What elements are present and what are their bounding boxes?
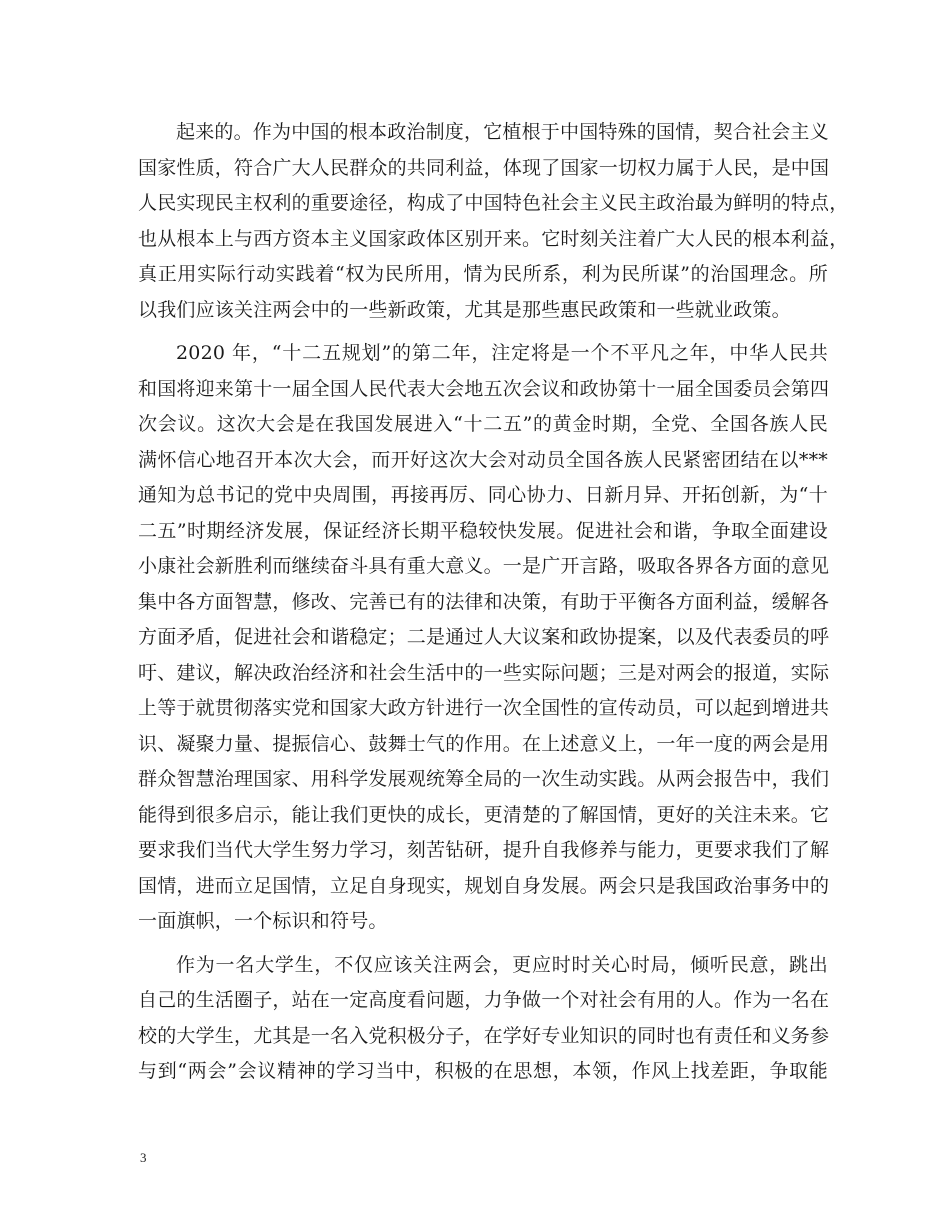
text-line: 吁、建议，解决政治经济和社会生活中的一些实际问题；三是对两会的报道，实际 (138, 661, 830, 684)
text-line: 能得到很多启示，能让我们更快的成长，更清楚的了解国情，更好的关注未来。它 (138, 803, 830, 826)
paragraph-3 (138, 948, 828, 1090)
text-line: 满怀信心地召开本次大会，而开好这次大会对动员全国各族人民紧密团结在以*** (138, 448, 828, 471)
text-line: 以我们应该关注两会中的一些新政策，尤其是那些惠民政策和一些就业政策。 (138, 298, 791, 321)
text-line: 自己的生活圈子，站在一定高度看问题，力争做一个对社会有用的人。作为一名在 (138, 989, 830, 1011)
text-line: 方面矛盾，促进社会和谐稳定；二是通过人大议案和政协提案，以及代表委员的呼 (138, 626, 830, 648)
text-line: 小康社会新胜利而继续奋斗具有重大意义。一是广开言路，吸取各界各方面的意见 (138, 555, 830, 577)
text-line: 与到“两会”会议精神的学习当中，积极的在思想，本领，作风上找差距，争取能 (138, 1060, 828, 1082)
text-line: 通知为总书记的党中央周围，再接再厉、同心协力、日新月异、开拓创新，为“十 (138, 484, 828, 506)
paragraph-2 (138, 336, 828, 940)
text-line: 校的大学生，尤其是一名入党积极分子，在学好专业知识的同时也有责任和义务参 (138, 1024, 830, 1047)
text-line: 人民实现民主权利的重要途径，构成了中国特色社会主义民主政治最为鲜明的特点， (138, 192, 849, 214)
document-body (138, 115, 849, 1090)
text-line: 集中各方面智慧，修改、完善已有的法律和决策，有助于平衡各方面利益，缓解各 (138, 590, 830, 613)
text-line: 2020 年，“十二五规划”的第二年，注定将是一个不平凡之年，中华人民共 (176, 342, 828, 364)
text-line: 一面旗帜，一个标识和符号。 (138, 910, 388, 932)
text-line: 作为一名大学生，不仅应该关注两会，更应时时关心时局，倾听民意，跳出 (176, 953, 828, 976)
text-line: 次会议。这次大会是在我国发展进入“十二五”的黄金时期，全党、全国各族人民 (138, 413, 828, 435)
text-line: 上等于就贯彻落实党和国家大政方针进行一次全国性的宣传动员，可以起到增进共 (138, 697, 830, 719)
text-line: 和国将迎来第十一届全国人民代表大会地五次会议和政协第十一届全国委员会第四 (138, 377, 830, 400)
text-line: 要求我们当代大学生努力学习，刻苦钻研，提升自我修养与能力，更要求我们了解 (138, 839, 830, 861)
text-line: 二五”时期经济发展，保证经济长期平稳较快发展。促进社会和谐，争取全面建设 (138, 519, 828, 542)
page-number: 3 (140, 1150, 147, 1165)
text-line: 群众智慧治理国家、用科学发展观统筹全局的一次生动实践。从两会报告中，我们 (138, 768, 830, 790)
text-line: 也从根本上与西方资本主义国家政体区别开来。它时刻关注着广大人民的根本利益， (138, 227, 849, 250)
text-line: 起来的。作为中国的根本政治制度，它植根于中国特殊的国情，契合社会主义 (176, 121, 829, 143)
text-line: 国情，进而立足国情，立足自身现实，规划自身发展。两会只是我国政治事务中的 (138, 874, 830, 897)
text-line: 真正用实际行动实践着“权为民所用，情为民所系，利为民所谋”的治国理念。所 (138, 263, 828, 285)
text-line: 识、凝聚力量、提振信心、鼓舞士气的作用。在上述意义上，一年一度的两会是用 (138, 732, 830, 755)
text-line: 国家性质，符合广大人民群众的共同利益，体现了国家一切权力属于人民，是中国 (138, 156, 830, 179)
paragraph-1 (138, 115, 849, 328)
